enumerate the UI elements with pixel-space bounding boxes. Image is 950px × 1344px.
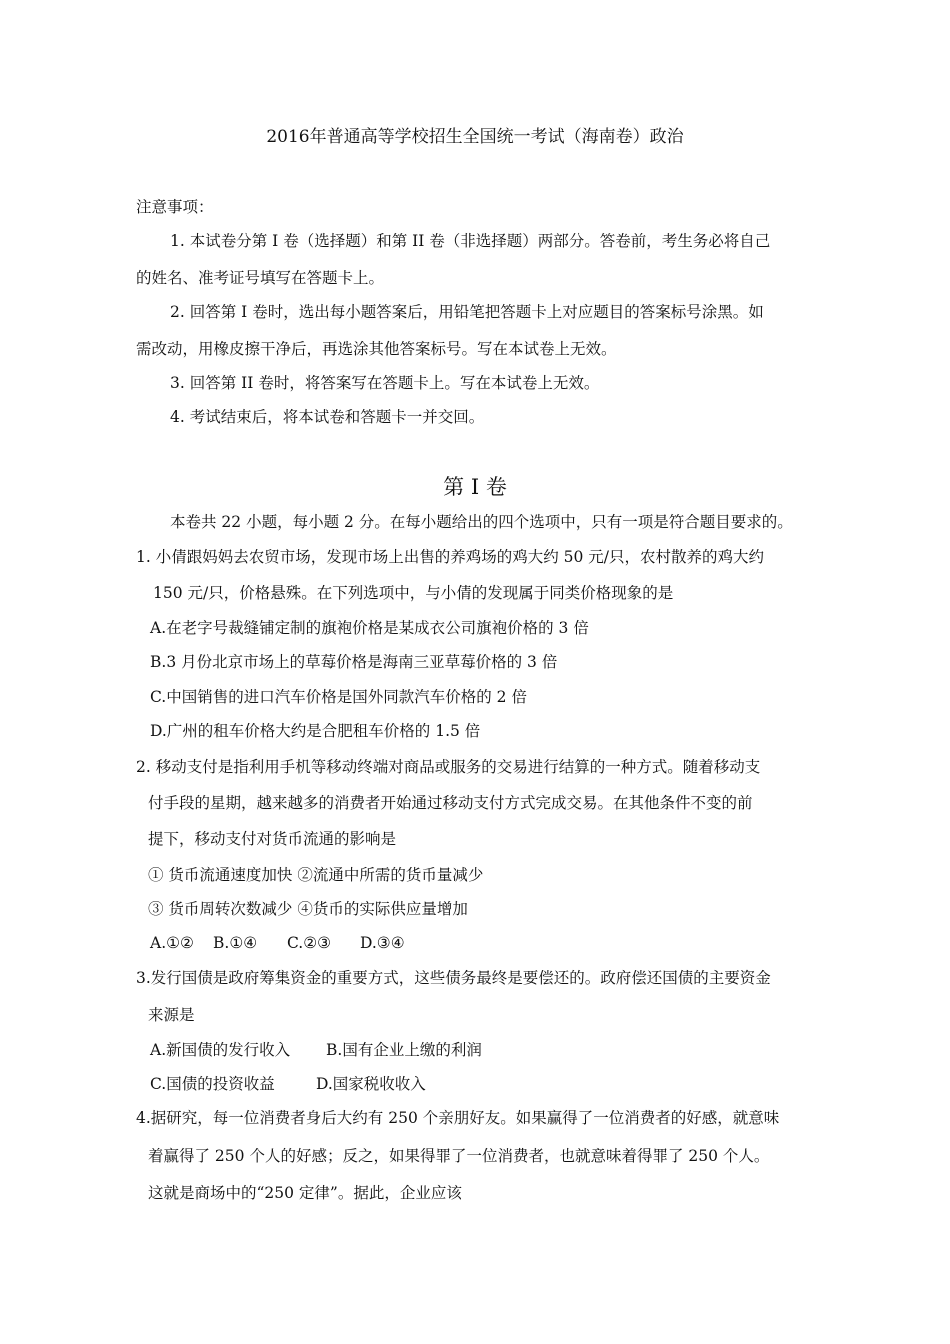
question-2-item: ③ 货币周转次数减少 ④货币的实际供应量增加 [148,900,468,918]
question-2-option-b: B.①④ [213,934,258,952]
question-2-stem: 2. 移动支付是指利用手机等移动终端对商品或服务的交易进行结算的一种方式。随着移动支 [136,758,761,776]
question-4-stem: 着赢得了 250 个人的好感；反之，如果得罪了一位消费者，也就意味着得罪了 250 个人。 [148,1147,770,1165]
question-4-stem: 4.据研究，每一位消费者身后大约有 250 个亲朋好友。如果赢得了一位消费者的好感，就意味 [136,1109,780,1127]
notice-heading: 注意事项： [136,198,214,216]
question-1-option-a: A.在老字号裁缝铺定制的旗袍价格是某成衣公司旗袍价格的 3 倍 [150,619,589,637]
notice-line: 1. 本试卷分第 I 卷（选择题）和第 II 卷（非选择题）两部分。答卷前，考生务必将自己 [170,232,771,250]
section-intro: 本卷共 22 小题，每小题 2 分。在每小题给出的四个选项中，只有一项是符合题目要求的。 [170,513,793,531]
question-3-option-a: A.新国债的发行收入 [150,1041,291,1059]
question-2-stem: 提下，移动支付对货币流通的影响是 [148,830,397,848]
section-title: 第 I 卷 [443,475,507,499]
question-3-option-b: B.国有企业上缴的利润 [326,1041,482,1059]
question-2-stem: 付手段的星期，越来越多的消费者开始通过移动支付方式完成交易。在其他条件不变的前 [148,794,753,812]
question-3-option-d: D.国家税收收入 [316,1075,426,1093]
question-2-option-a: A.①② [150,934,194,952]
question-2-option-c: C.②③ [287,934,332,952]
notice-line: 需改动，用橡皮擦干净后，再选涂其他答案标号。写在本试卷上无效。 [136,340,617,358]
question-1-stem: 150 元/只，价格悬殊。在下列选项中，与小倩的发现属于同类价格现象的是 [153,584,674,602]
question-1-option-d: D.广州的租车价格大约是合肥租车价格的 1.5 倍 [150,722,481,740]
notice-line: 的姓名、准考证号填写在答题卡上。 [136,269,385,287]
question-2-option-d: D.③④ [360,934,405,952]
question-1-option-b: B.3 月份北京市场上的草莓价格是海南三亚草莓价格的 3 倍 [150,653,558,671]
question-3-option-c: C.国债的投资收益 [150,1075,275,1093]
notice-line: 2. 回答第 I 卷时，选出每小题答案后，用铅笔把答题卡上对应题目的答案标号涂黑。如 [170,303,764,321]
question-2-item: ① 货币流通速度加快 ②流通中所需的货币量减少 [148,866,484,884]
question-1-option-c: C.中国销售的进口汽车价格是国外同款汽车价格的 2 倍 [150,688,527,706]
question-4-stem: 这就是商场中的“250 定律”。据此，企业应该 [148,1184,462,1202]
notice-line: 3. 回答第 II 卷时，将答案写在答题卡上。写在本试卷上无效。 [170,374,600,392]
exam-title: 2016年普通高等学校招生全国统一考试（海南卷）政治 [266,127,684,147]
question-3-stem: 3.发行国债是政府筹集资金的重要方式，这些债务最终是要偿还的。政府偿还国债的主要资金 [136,969,771,987]
question-1-stem: 1. 小倩跟妈妈去农贸市场，发现市场上出售的养鸡场的鸡大约 50 元/只，农村散养的鸡大约 [136,548,765,566]
question-3-stem: 来源是 [148,1006,195,1024]
notice-line: 4. 考试结束后，将本试卷和答题卡一并交回。 [170,408,485,426]
